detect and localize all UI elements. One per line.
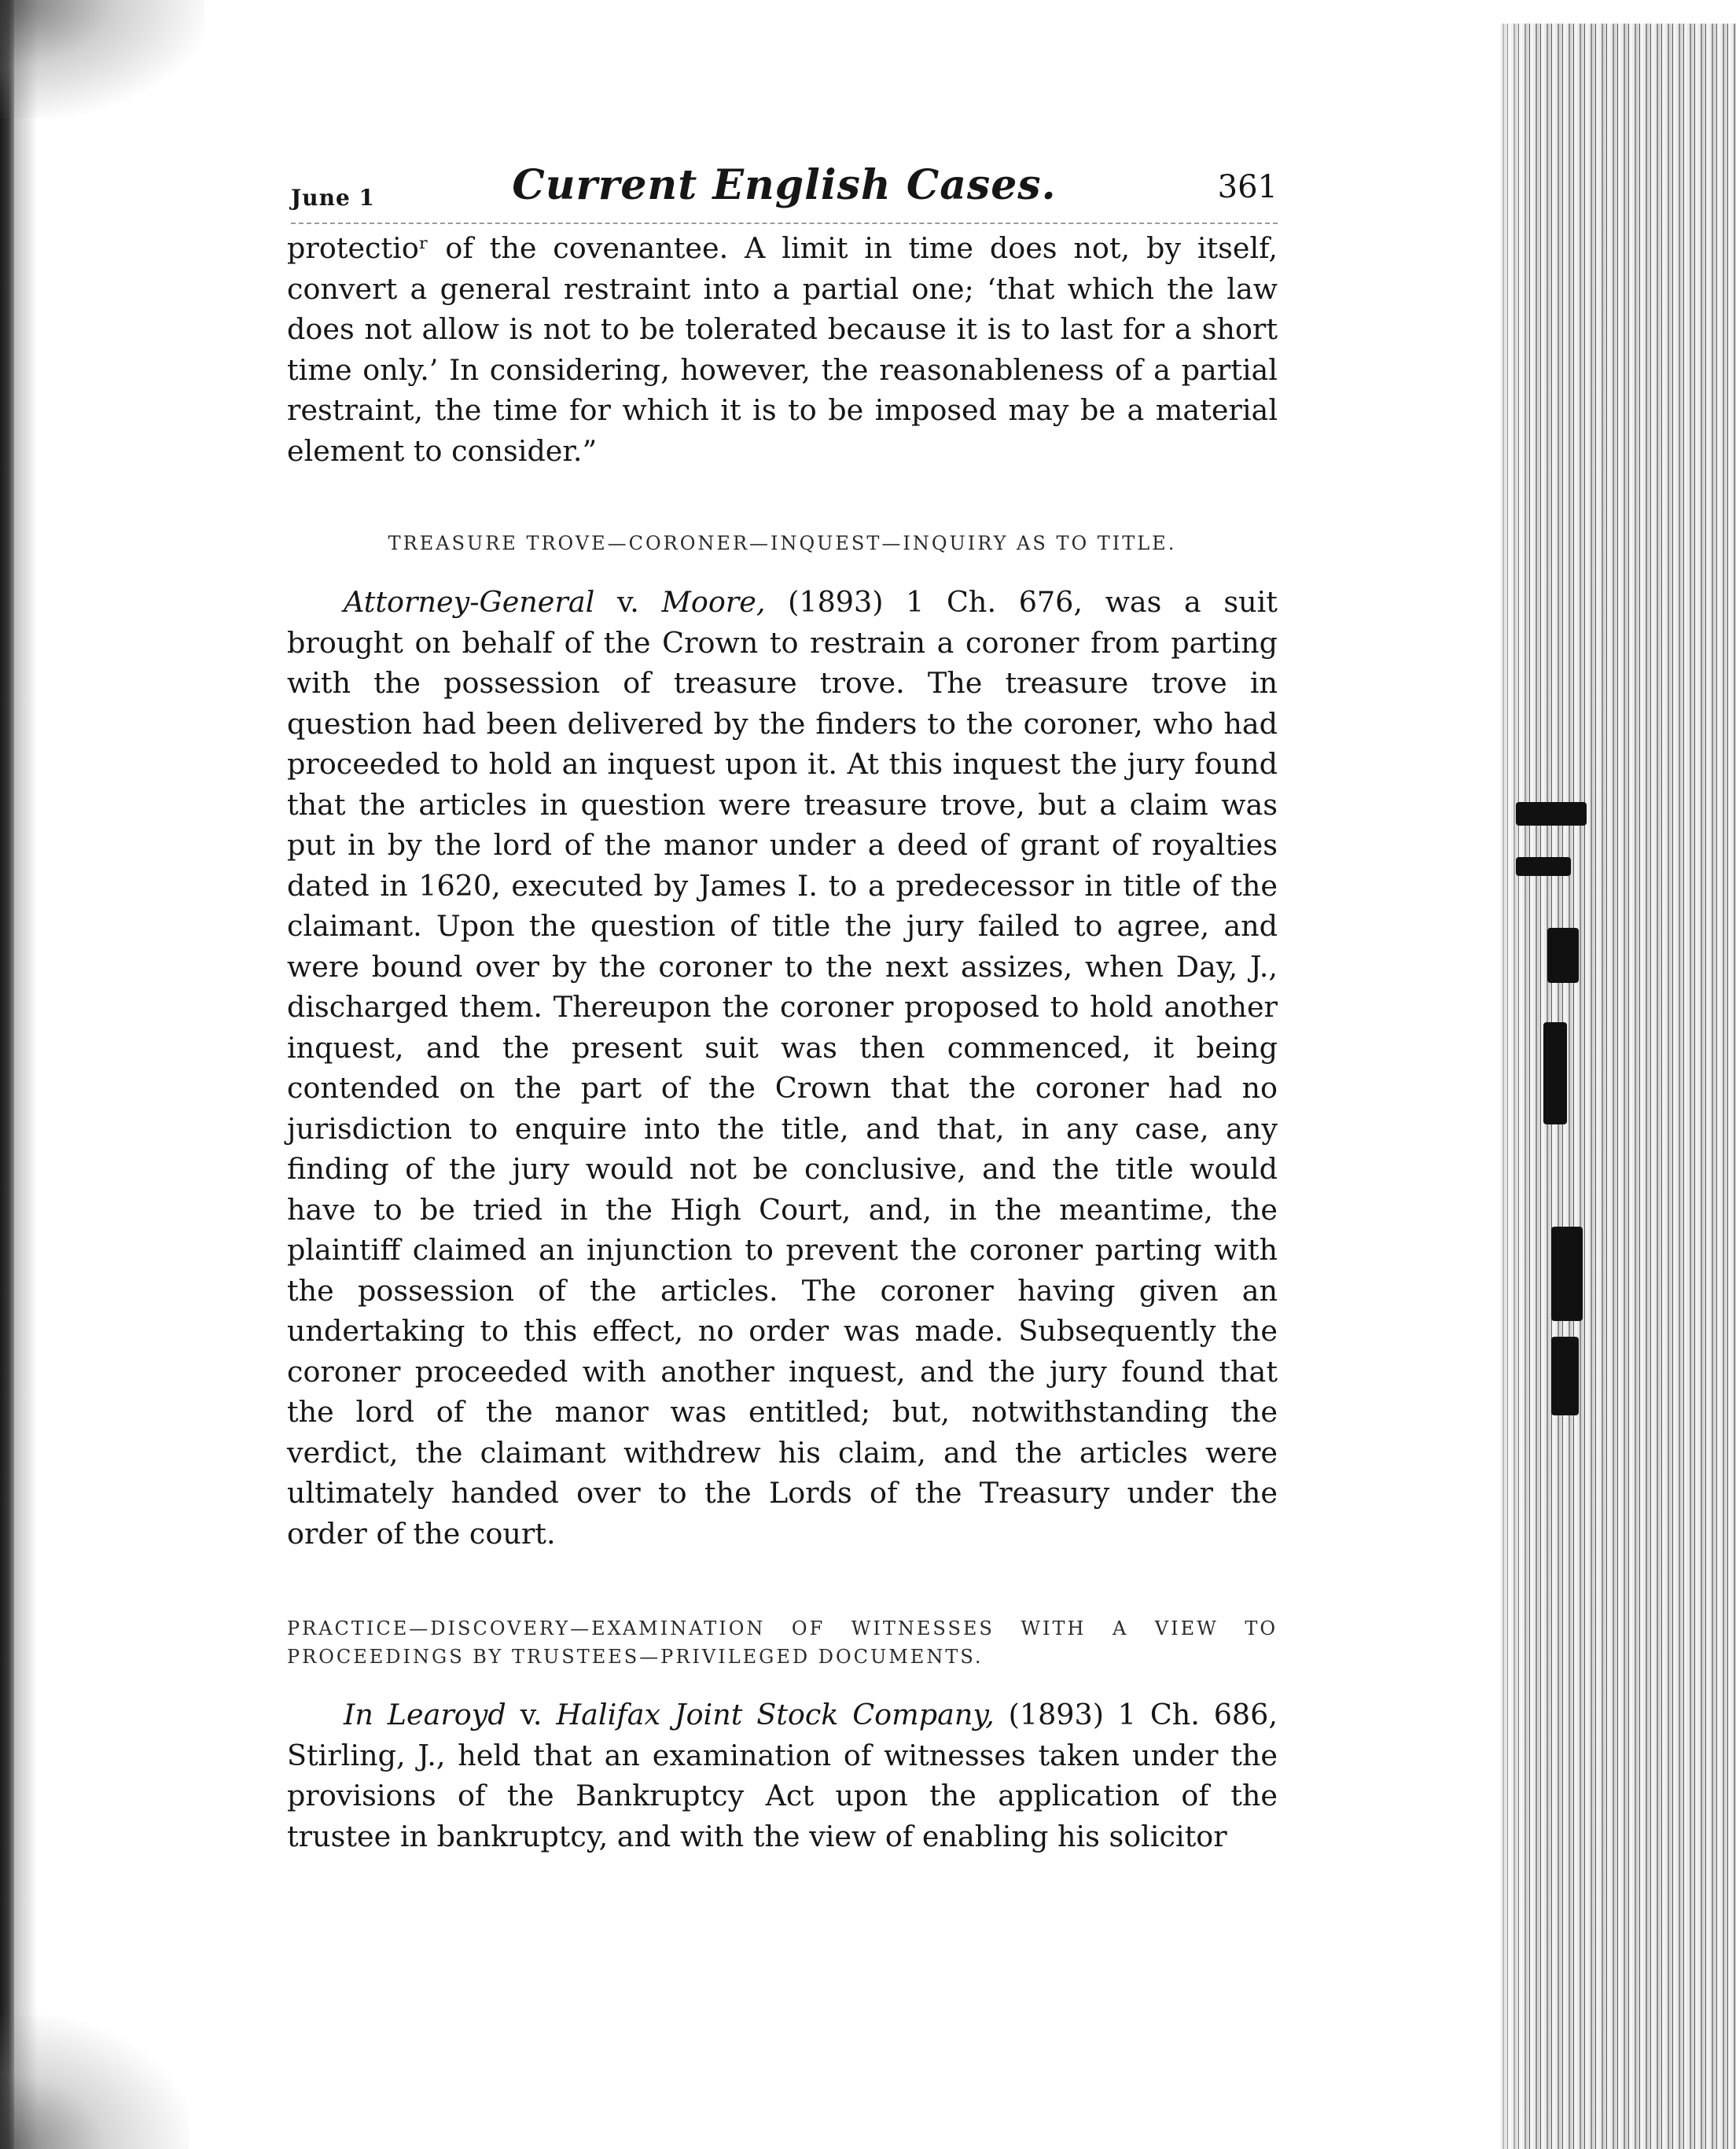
edge-mark bbox=[1551, 1337, 1579, 1415]
case-name: Attorney-General bbox=[344, 585, 595, 619]
page-stack-edge bbox=[1500, 24, 1736, 2149]
versus: v. bbox=[506, 1698, 557, 1731]
header-rule bbox=[291, 223, 1278, 224]
case-party: Moore, bbox=[661, 585, 766, 619]
edge-mark bbox=[1551, 1227, 1583, 1321]
edge-mark bbox=[1516, 802, 1587, 826]
spine-shadow bbox=[14, 0, 38, 2149]
edge-mark bbox=[1543, 1022, 1567, 1124]
section-heading-treasure-trove: TREASURE TROVE—CORONER—INQUEST—INQUIRY AS TO TITLE. bbox=[388, 532, 1177, 554]
paragraph-body: (1893) 1 Ch. 676, was a suit brought on behalf of the Crown to restrain a coroner from parting with the possession of treasure trove. The treasure trove in question had been delivered by the finders to the coroner, who had proceeded to hold an inquest upon it. At this inquest the jury found that the articles in question were treasure trove, but a claim was put in by the lord of the manor under a deed of grant of royalties dated in 1620, executed by James I. to a predecessor in title of the claimant. Upon the question of title the jury failed to agree, and were bound over by the coroner to the next assizes, when Day, J., discharged them. Thereupon the coroner proposed to hold another inquest, and the present suit was then commenced, it being contended on the part of the Crown that the coroner had no jurisdiction to enquire into the title, and that, in any case, any finding of the jury would not be conclusive, and the title would have to be tried in the High Court, and, in the meantime, the plaintiff claimed an injunction to prevent the coroner parting with the possession of the articles. The coroner having given an undertaking to this effect, no order was made. Subsequently the coroner proceeded with another inquest, and the jury found that the lord of the manor was entitled; but, notwithstanding the verdict, the claimant withdrew his claim, and the articles were ultimately handed over to the Lords of the Treasury under the order of the court. bbox=[287, 585, 1278, 1551]
header-title: Current English Cases. bbox=[512, 161, 1057, 209]
scan-corner-bottom bbox=[0, 2015, 189, 2149]
case-party: Halifax Joint Stock Company, bbox=[556, 1698, 995, 1731]
versus: v. bbox=[594, 585, 662, 619]
book-spine-edge bbox=[0, 0, 14, 2149]
running-header bbox=[291, 161, 1278, 216]
paragraph-continued: protectioʳ of the covenantee. A limit in time does not, by itself, convert a general restraint into a partial one; ‘that which the law does not allow is not to be tolerated because it is to last for a short time only.’ In considering, however, the reasonableness of a partial restraint, the time for which it is to be imposed may be a material element to consider.” bbox=[287, 231, 1278, 468]
paragraph-body: (1893) 1 Ch. 686, Stirling, J., held that an examination of witnesses taken under the provisions of the Bankruptcy Act upon the application of the trustee in bankruptcy, and with the view of enabling his solicitor bbox=[287, 1698, 1278, 1853]
case-name: In Learoyd bbox=[344, 1698, 506, 1731]
scan-corner-top bbox=[0, 0, 204, 118]
page-number: 361 bbox=[1217, 169, 1278, 205]
section-heading-practice-discovery: PRACTICE—DISCOVERY—EXAMINATION OF WITNESSES WITH A VIEW TO PROCEEDINGS BY TRUSTEES—PRIVILEGED DOCUMENTS. bbox=[287, 1617, 1278, 1668]
paragraph-learoyd-v-halifax bbox=[287, 1695, 1278, 1856]
page-edge-fade bbox=[1461, 24, 1532, 2149]
header-date: June 1 bbox=[291, 185, 376, 211]
edge-mark bbox=[1547, 928, 1579, 983]
edge-mark bbox=[1516, 857, 1571, 876]
paragraph-attorney-general-v-moore bbox=[287, 582, 1278, 1554]
